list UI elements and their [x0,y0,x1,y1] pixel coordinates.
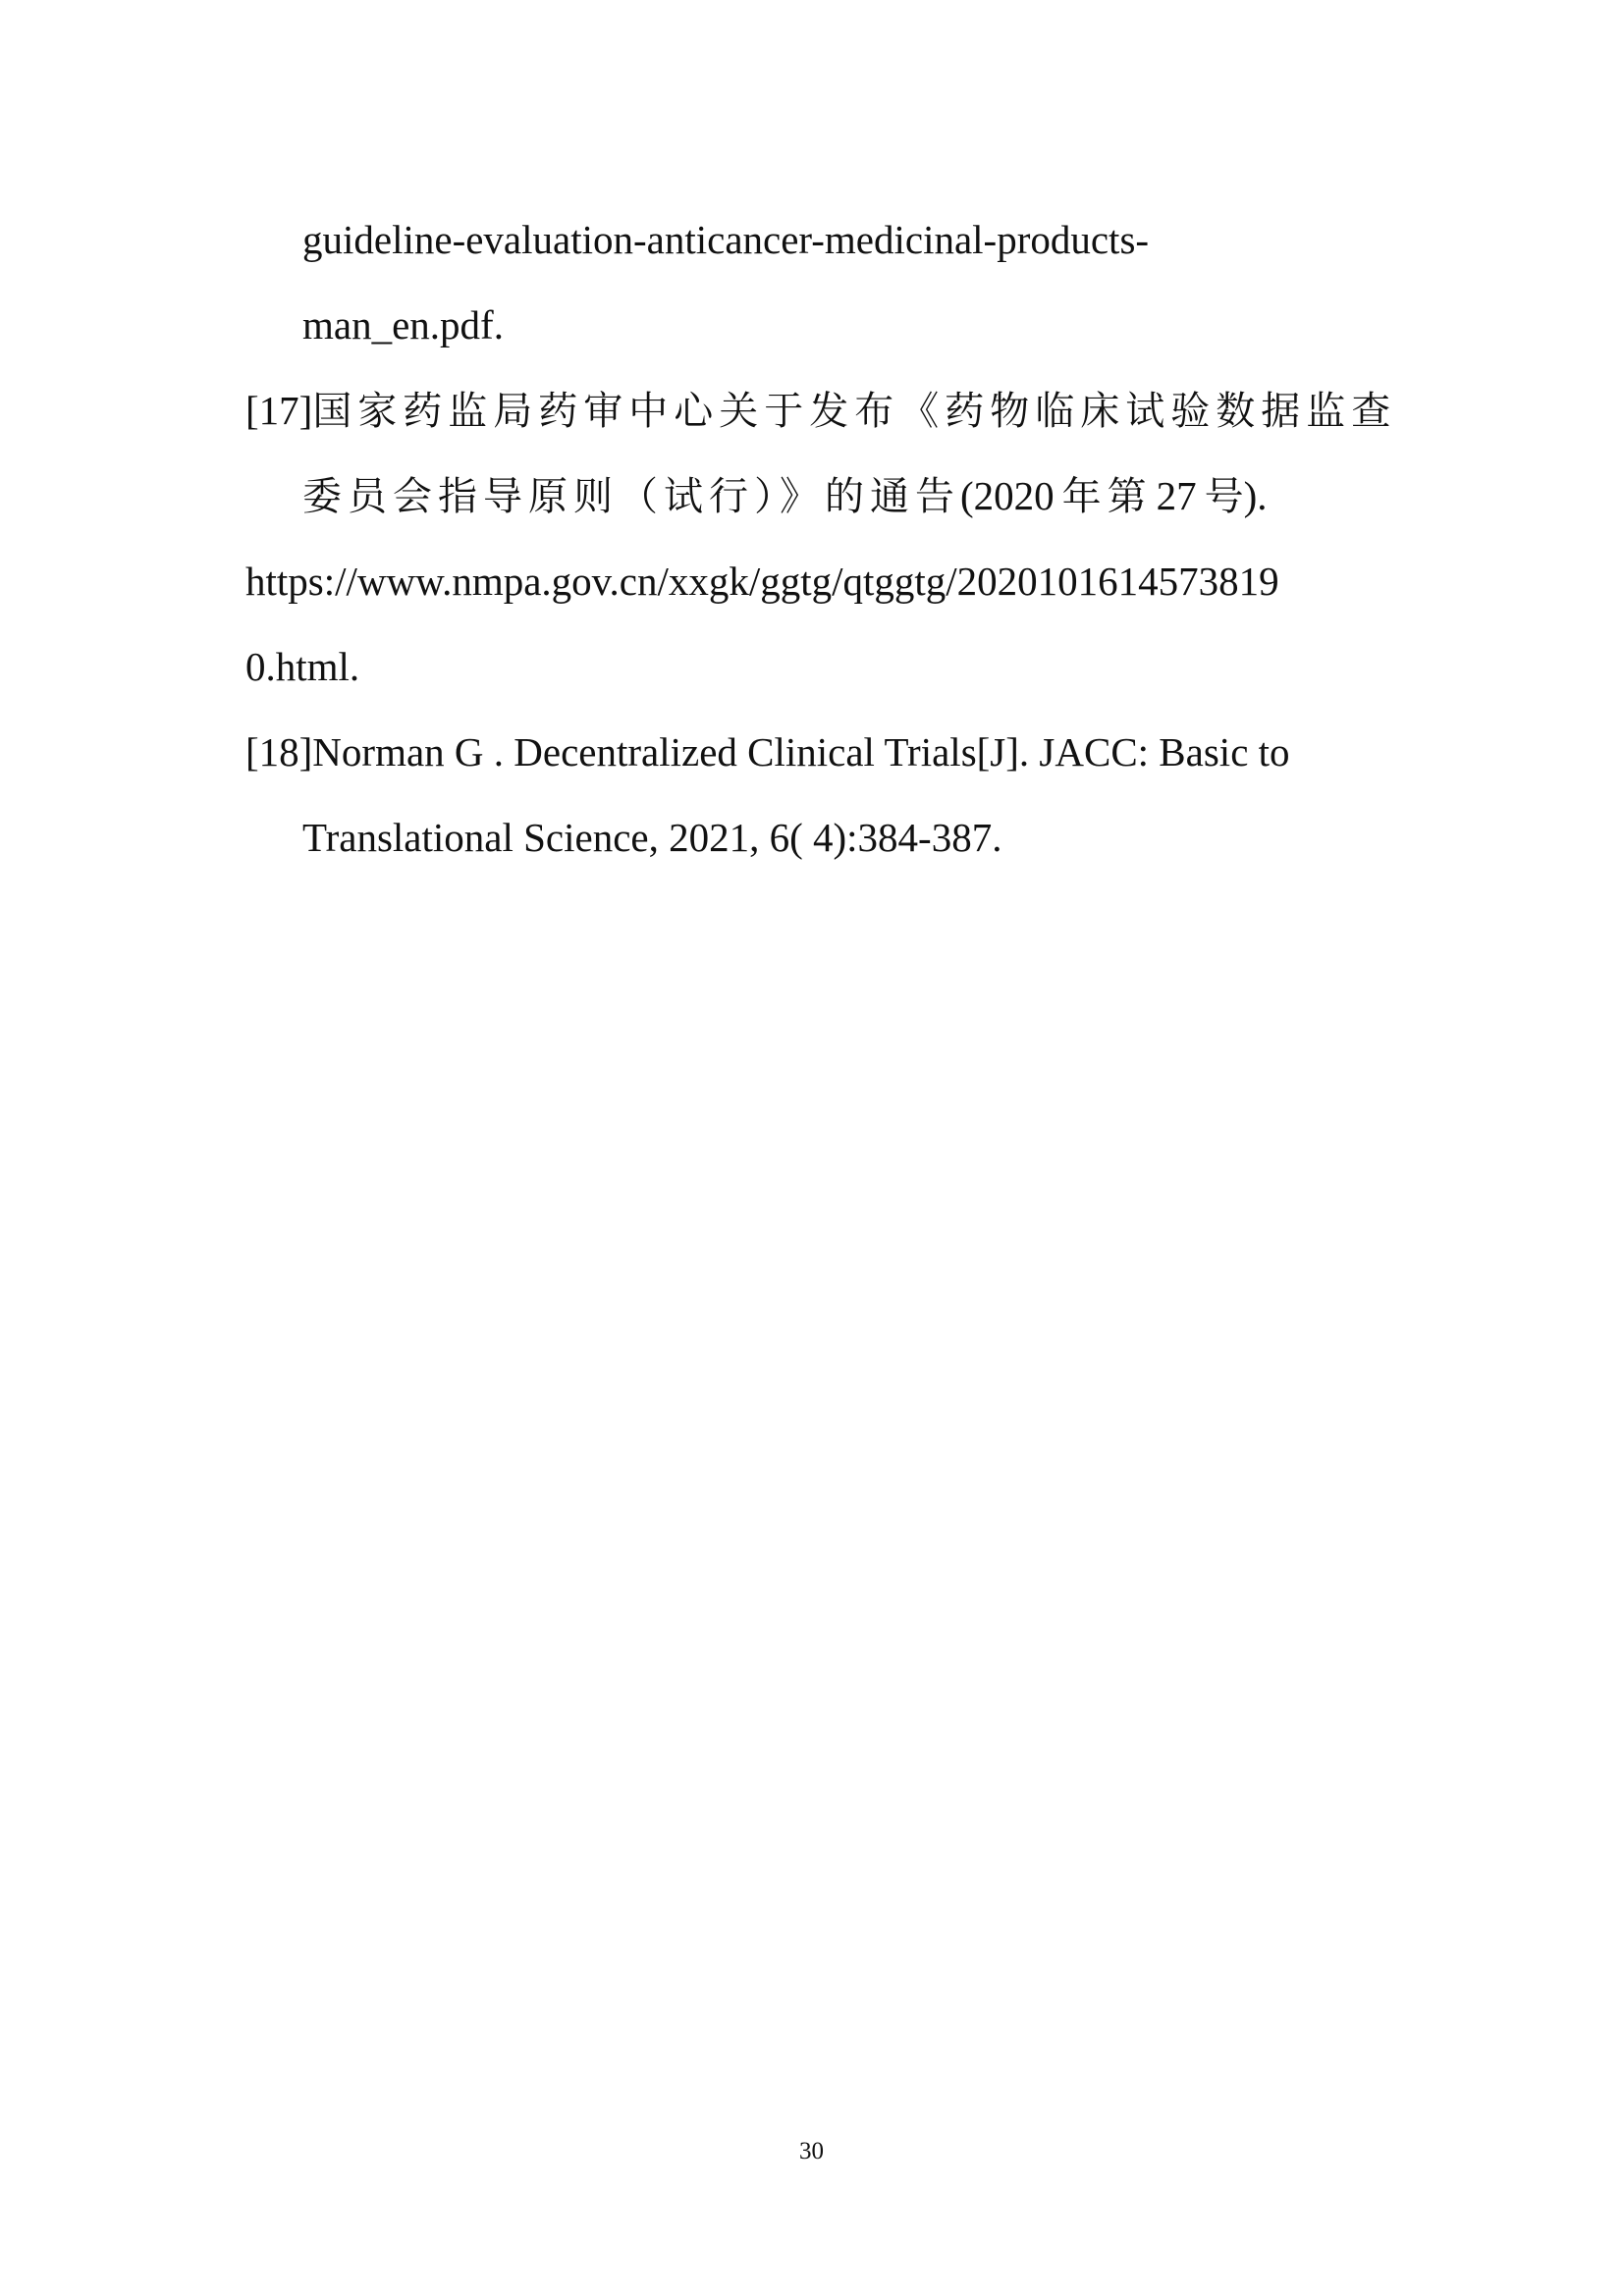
reference-17-issue-number: 27 [1156,473,1197,518]
reference-17-year: (2020 [960,473,1055,518]
reference-17-title-line-2f: ). [1243,473,1268,518]
reference-18-line-1: [18]Norman G . Decentralized Clinical Trials[J]. JACC: Basic to [245,729,1290,774]
reference-17-line-1 [245,388,1397,434]
reference-16-url-line-1: guideline-evaluation-anticancer-medicinal-products- [302,217,1150,262]
page-number: 30 [799,2138,824,2164]
reference-17-url-line-1: https://www.nmpa.gov.cn/xxgk/ggtg/qtggtg/2020101614573819 [245,559,1279,604]
reference-18-line-2: Translational Science, 2021, 6( 4):384-387. [302,815,1002,860]
reference-17-title-line-2a: 委员会指导原则（试行）》的通告 [302,474,960,519]
reference-16-url-line-2: man_en.pdf. [302,302,504,347]
reference-17-title-line-1: 国家药监局药审中心关于发布《药物临床试验数据监查 [312,389,1397,434]
reference-17-url-line-2: 0.html. [245,644,360,689]
reference-17-title-line-2c: 年第 [1061,474,1153,519]
reference-17-number: [17] [245,388,313,433]
reference-17-title-line-2e: 号 [1204,474,1244,519]
reference-17-line-2 [302,473,1268,519]
